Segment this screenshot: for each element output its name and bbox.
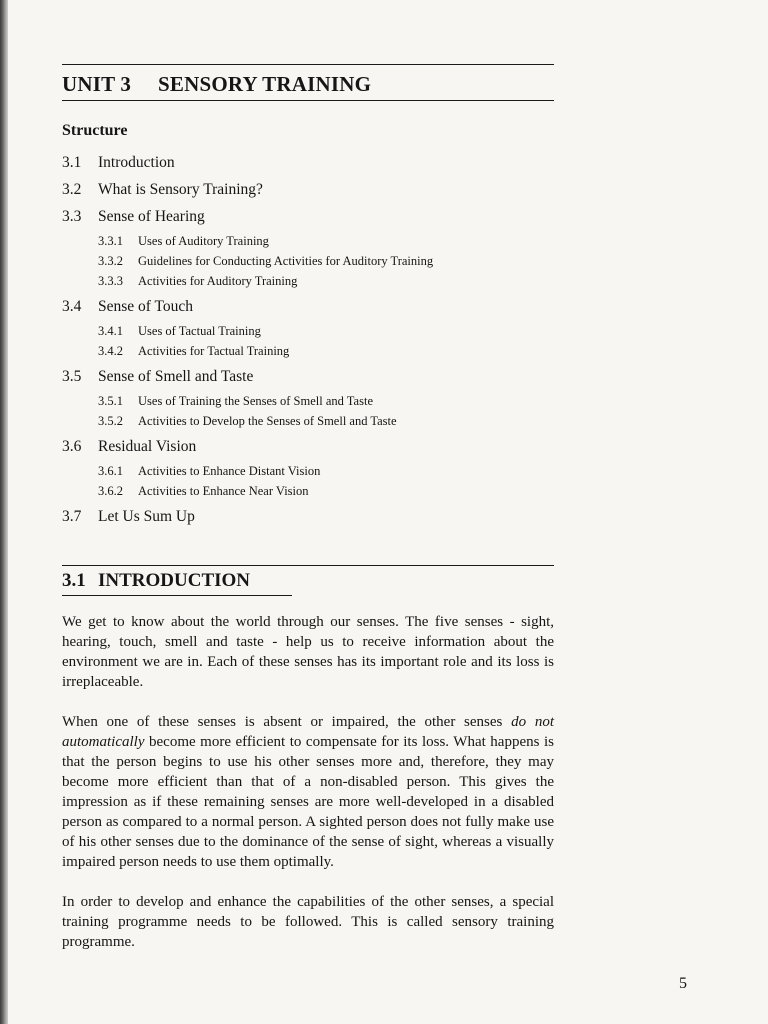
structure-item [62, 180, 554, 200]
structure-subitem-number: 3.5.2 [98, 414, 123, 428]
structure-item [62, 207, 554, 227]
structure-subitem [98, 321, 554, 341]
structure-item-label: Residual Vision [98, 438, 197, 455]
structure-subitem [98, 411, 554, 431]
structure-item-number: 3.5 [62, 368, 82, 385]
structure-subitem-number: 3.5.1 [98, 394, 123, 408]
structure-item-label: Sense of Smell and Taste [98, 368, 254, 385]
structure-subitem-number: 3.6.1 [98, 464, 123, 478]
structure-subitem-label: Activities to Enhance Near Vision [138, 484, 309, 498]
structure-subitem-label: Uses of Auditory Training [138, 234, 269, 248]
section-rule-bottom [62, 595, 292, 596]
structure-subitem-label: Activities to Enhance Distant Vision [138, 464, 321, 478]
structure-list [62, 153, 554, 527]
structure-sublist [98, 321, 554, 361]
structure-subitem [98, 231, 554, 251]
structure-subitem [98, 341, 554, 361]
structure-subitem [98, 391, 554, 411]
structure-subitem-number: 3.3.3 [98, 274, 123, 288]
structure-subitem-label: Activities for Auditory Training [138, 274, 298, 288]
structure-item-number: 3.6 [62, 438, 82, 455]
title-rule-bottom [62, 100, 554, 101]
structure-subitem-number: 3.3.2 [98, 254, 123, 268]
unit-title [62, 71, 554, 97]
structure-item-label: What is Sensory Training? [98, 181, 263, 198]
structure-item [62, 367, 554, 387]
section-rule-top [62, 565, 554, 566]
scan-binding-edge [0, 0, 8, 1024]
section-number: 3.1 [62, 570, 86, 591]
structure-sublist [98, 231, 554, 291]
structure-item-number: 3.2 [62, 181, 82, 198]
paragraph-2 [62, 712, 554, 872]
document-page [62, 64, 554, 952]
paragraph-2-text-b: become more efficient to compensate for its loss. What happens is that the person begins to use his other senses more and, therefore, they may become more efficient than that of a non-disabled person. This gives the impression as if these remaining senses are more well-developed in a disabled person as compared to a normal person. A sighted person does not fully make use of his other senses due to the dominance of the sense of sight, whereas a visually impaired person needs to use them optimally. [62, 734, 554, 870]
structure-item-number: 3.3 [62, 208, 82, 225]
structure-subitem-number: 3.4.1 [98, 324, 123, 338]
structure-subitem-label: Guidelines for Conducting Activities for Auditory Training [138, 254, 434, 268]
structure-item-number: 3.4 [62, 298, 82, 315]
structure-subitem-label: Activities for Tactual Training [138, 344, 290, 358]
structure-item-label: Introduction [98, 154, 175, 171]
structure-subitem-label: Uses of Training the Senses of Smell and Taste [138, 394, 373, 408]
structure-item [62, 437, 554, 457]
page-number: 5 [679, 975, 687, 992]
structure-subitem-number: 3.3.1 [98, 234, 123, 248]
title-rule-top [62, 64, 554, 65]
structure-subitem-number: 3.4.2 [98, 344, 123, 358]
section-title: INTRODUCTION [98, 570, 251, 591]
structure-item [62, 153, 554, 173]
paragraph-3: In order to develop and enhance the capabilities of the other senses, a special training programme needs to be followed. This is called sensory training programme. [62, 894, 554, 950]
structure-item-number: 3.1 [62, 154, 82, 171]
unit-number: UNIT 3 [62, 72, 132, 96]
structure-subitem [98, 251, 554, 271]
paragraph-1: We get to know about the world through our senses. The five senses - sight, hearing, touch, smell and taste - help us to receive information about the environment we are in. Each of these senses has its important role and its loss is irreplaceable. [62, 614, 554, 690]
structure-item-number: 3.7 [62, 508, 82, 525]
structure-item-label: Sense of Touch [98, 298, 194, 315]
structure-heading: Structure [62, 122, 128, 139]
structure-subitem-number: 3.6.2 [98, 484, 123, 498]
paragraph-2-emphasis: do not automatically [62, 714, 554, 750]
introduction-section [62, 565, 554, 952]
structure-item-label: Sense of Hearing [98, 208, 205, 225]
paragraph-2-text-a: When one of these senses is absent or impaired, the other senses [62, 714, 512, 730]
structure-sublist [98, 391, 554, 431]
structure-item-label: Let Us Sum Up [98, 508, 195, 525]
structure-item [62, 297, 554, 317]
structure-subitem [98, 271, 554, 291]
structure-sublist [98, 461, 554, 501]
structure-subitem [98, 481, 554, 501]
structure-item [62, 507, 554, 527]
structure-subitem [98, 461, 554, 481]
section-heading [62, 570, 554, 592]
structure-subitem-label: Activities to Develop the Senses of Smell and Taste [138, 414, 397, 428]
unit-title-text: SENSORY TRAINING [158, 72, 372, 96]
structure-subitem-label: Uses of Tactual Training [138, 324, 261, 338]
